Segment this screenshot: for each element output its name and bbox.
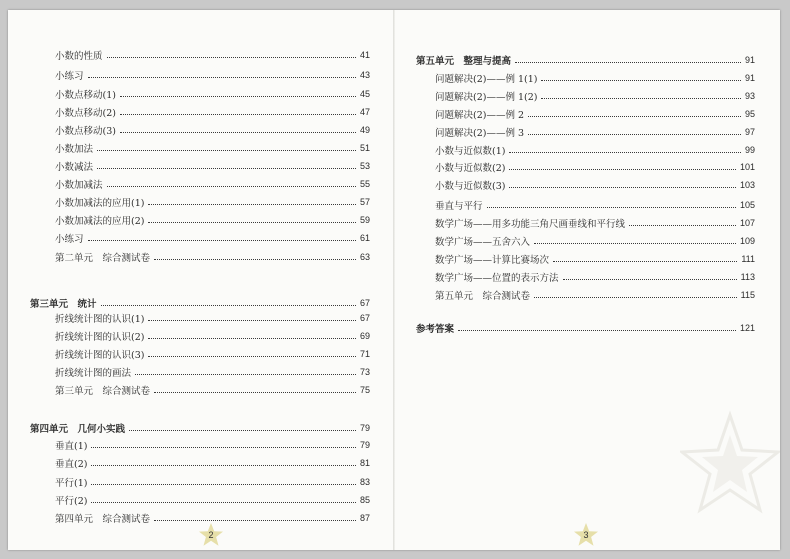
toc-entry-page: 59 [359, 215, 370, 225]
toc-entry[interactable] [55, 123, 370, 137]
leader-dots [88, 77, 356, 78]
leader-dots [154, 259, 356, 260]
toc-entry[interactable] [435, 160, 755, 174]
toc-entry-title: 小数点移动(1) [55, 90, 116, 101]
toc-entry[interactable] [435, 198, 755, 212]
toc-entry-title: 数学广场——位置的表示方法 [435, 273, 559, 284]
toc-entry[interactable] [435, 89, 755, 103]
toc-entry-page: 95 [744, 109, 755, 119]
leader-dots [154, 520, 356, 521]
page-number-text: 3 [583, 530, 589, 540]
leader-dots [97, 168, 356, 169]
toc-entry-title: 参考答案 [416, 324, 455, 335]
toc-entry-page: 103 [739, 180, 755, 190]
leader-dots [148, 204, 356, 205]
leader-dots [528, 116, 741, 117]
toc-entry-page: 91 [744, 73, 755, 83]
toc-entry[interactable] [55, 456, 370, 470]
toc-entry-page: 67 [359, 298, 370, 308]
toc-entry[interactable] [55, 311, 370, 325]
toc-entry-title: 数学广场——计算比赛场次 [435, 255, 550, 266]
toc-entry-page: 49 [359, 125, 370, 135]
toc-entry-page: 101 [739, 162, 755, 172]
toc-entry-page: 41 [359, 50, 370, 60]
toc-entry-title: 小数加减法 [55, 180, 103, 191]
toc-entry-title: 第四单元 几何小实践 [30, 424, 126, 435]
toc-entry-title: 折线统计图的画法 [55, 368, 132, 379]
toc-entry-page: 105 [739, 200, 755, 210]
toc-entry-title: 第三单元 综合测试卷 [55, 386, 151, 397]
toc-entry[interactable] [435, 107, 755, 121]
leader-dots [91, 502, 356, 503]
toc-entry[interactable] [435, 143, 755, 157]
toc-entry[interactable] [435, 71, 755, 85]
toc-entry-page: 43 [359, 70, 370, 80]
right-page [395, 10, 780, 550]
toc-entry-title: 小数减法 [55, 162, 94, 173]
leader-dots [528, 134, 741, 135]
toc-entry-page: 53 [359, 161, 370, 171]
toc-entry-title: 小数点移动(3) [55, 126, 116, 137]
toc-unit-heading[interactable] [30, 296, 370, 310]
leader-dots [541, 80, 741, 81]
toc-entry-title: 小数加法 [55, 144, 94, 155]
decorative-star-icon [680, 410, 780, 520]
leader-dots [129, 430, 356, 431]
toc-unit-heading[interactable] [416, 53, 755, 67]
toc-entry[interactable] [435, 288, 755, 302]
leader-dots [509, 169, 736, 170]
leader-dots [107, 57, 356, 58]
toc-entry[interactable] [435, 234, 755, 248]
toc-entry[interactable] [435, 252, 755, 266]
toc-entry[interactable] [435, 270, 755, 284]
leader-dots [629, 225, 736, 226]
toc-entry-title: 小数加减法的应用(1) [55, 198, 145, 209]
left-page [8, 10, 393, 550]
toc-entry-title: 小数与近似数(3) [435, 181, 506, 192]
page-number-left [198, 522, 224, 548]
toc-unit-heading[interactable] [416, 321, 755, 335]
leader-dots [148, 338, 356, 339]
toc-entry-title: 第三单元 统计 [30, 299, 97, 310]
toc-entry-page: 109 [739, 236, 755, 246]
toc-entry-page: 57 [359, 197, 370, 207]
toc-entry-title: 小数的性质 [55, 51, 103, 62]
toc-entry-title: 问题解决(2)——例 1(2) [435, 92, 538, 103]
toc-entry-title: 小数与近似数(2) [435, 163, 506, 174]
leader-dots [120, 96, 356, 97]
toc-entry[interactable] [55, 493, 370, 507]
leader-dots [91, 447, 356, 448]
toc-entry-page: 75 [359, 385, 370, 395]
toc-entry-page: 85 [359, 495, 370, 505]
toc-entry-title: 平行(2) [55, 496, 88, 507]
toc-entry-title: 问题解决(2)——例 2 [435, 110, 525, 121]
toc-entry-page: 79 [359, 440, 370, 450]
toc-unit-heading[interactable] [30, 421, 370, 435]
leader-dots [148, 320, 356, 321]
toc-entry-title: 平行(1) [55, 478, 88, 489]
toc-entry[interactable] [55, 250, 370, 264]
toc-entry[interactable] [55, 48, 370, 62]
toc-entry-page: 45 [359, 89, 370, 99]
leader-dots [135, 374, 356, 375]
leader-dots [154, 392, 356, 393]
toc-entry-title: 折线统计图的认识(1) [55, 314, 145, 325]
toc-entry[interactable] [55, 141, 370, 155]
toc-entry-title: 小数加减法的应用(2) [55, 216, 145, 227]
leader-dots [509, 187, 736, 188]
toc-entry-title: 问题解决(2)——例 1(1) [435, 74, 538, 85]
leader-dots [534, 297, 737, 298]
toc-left [8, 10, 393, 550]
leader-dots [91, 465, 356, 466]
toc-entry-page: 113 [740, 272, 755, 282]
leader-dots [515, 62, 741, 63]
toc-entry[interactable] [55, 68, 370, 82]
toc-entry-page: 51 [359, 143, 370, 153]
leader-dots [534, 243, 736, 244]
leader-dots [91, 484, 356, 485]
toc-entry-title: 第二单元 综合测试卷 [55, 253, 151, 264]
book-spread [8, 10, 780, 550]
toc-entry-page: 99 [744, 145, 755, 155]
toc-entry-title: 垂直与平行 [435, 201, 483, 212]
toc-entry-page: 91 [744, 55, 755, 65]
toc-entry[interactable] [55, 383, 370, 397]
toc-entry[interactable] [55, 231, 370, 245]
toc-entry-title: 垂直(2) [55, 459, 88, 470]
toc-entry-page: 83 [359, 477, 370, 487]
toc-entry-page: 107 [739, 218, 755, 228]
leader-dots [553, 261, 737, 262]
toc-entry-title: 折线统计图的认识(2) [55, 332, 145, 343]
toc-entry[interactable] [55, 329, 370, 343]
toc-entry[interactable] [55, 365, 370, 379]
toc-entry-title: 小练习 [55, 71, 84, 82]
toc-entry-title: 第五单元 整理与提高 [416, 56, 512, 67]
toc-entry-page: 61 [359, 233, 370, 243]
leader-dots [88, 240, 356, 241]
toc-entry-page: 111 [741, 254, 755, 264]
leader-dots [101, 305, 356, 306]
page-number-right [573, 522, 599, 548]
toc-entry[interactable] [435, 125, 755, 139]
leader-dots [107, 186, 356, 187]
toc-entry-title: 数学广场——五舍六入 [435, 237, 531, 248]
toc-entry[interactable] [55, 105, 370, 119]
leader-dots [458, 330, 736, 331]
leader-dots [541, 98, 741, 99]
toc-entry-title: 数学广场——用多功能三角尺画垂线和平行线 [435, 219, 626, 230]
toc-entry[interactable] [55, 87, 370, 101]
leader-dots [148, 356, 356, 357]
toc-entry-title: 第五单元 综合测试卷 [435, 291, 531, 302]
leader-dots [563, 279, 737, 280]
toc-entry-page: 87 [359, 513, 370, 523]
toc-entry-title: 问题解决(2)——例 3 [435, 128, 525, 139]
leader-dots [120, 132, 356, 133]
leader-dots [97, 150, 356, 151]
leader-dots [120, 114, 356, 115]
toc-entry-page: 47 [359, 107, 370, 117]
toc-entry[interactable] [55, 177, 370, 191]
toc-entry[interactable] [55, 195, 370, 209]
page-number-text: 2 [208, 530, 214, 540]
leader-dots [148, 222, 356, 223]
toc-entry-page: 79 [359, 423, 370, 433]
toc-entry-page: 71 [359, 349, 370, 359]
toc-entry-page: 69 [359, 331, 370, 341]
toc-entry[interactable] [55, 438, 370, 452]
toc-entry-page: 81 [359, 458, 370, 468]
toc-entry-title: 小数点移动(2) [55, 108, 116, 119]
toc-entry-title: 折线统计图的认识(3) [55, 350, 145, 361]
toc-entry-title: 小数与近似数(1) [435, 146, 506, 157]
toc-entry[interactable] [55, 475, 370, 489]
toc-entry-page: 93 [744, 91, 755, 101]
toc-entry-page: 63 [359, 252, 370, 262]
toc-entry[interactable] [435, 178, 755, 192]
toc-entry-page: 55 [359, 179, 370, 189]
toc-entry[interactable] [55, 213, 370, 227]
toc-entry-page: 73 [359, 367, 370, 377]
toc-entry-page: 67 [359, 313, 370, 323]
leader-dots [487, 207, 736, 208]
toc-entry[interactable] [435, 216, 755, 230]
toc-entry[interactable] [55, 159, 370, 173]
toc-entry[interactable] [55, 347, 370, 361]
toc-entry-title: 第四单元 综合测试卷 [55, 514, 151, 525]
leader-dots [509, 152, 741, 153]
toc-entry-title: 垂直(1) [55, 441, 88, 452]
toc-entry-page: 115 [740, 290, 755, 300]
toc-entry-page: 121 [739, 323, 755, 333]
toc-entry-title: 小练习 [55, 234, 84, 245]
toc-entry-page: 97 [744, 127, 755, 137]
